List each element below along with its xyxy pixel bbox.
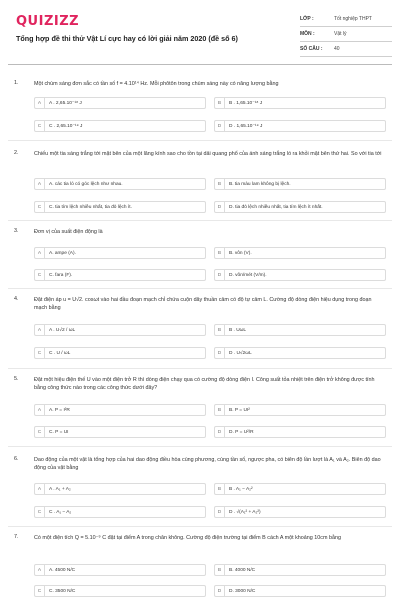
option-letter: C (35, 270, 45, 280)
option-d[interactable] (214, 585, 386, 597)
option-letter: B (215, 484, 225, 494)
option-letter: C (35, 121, 45, 131)
question-number: 6. (14, 456, 19, 462)
option-text: A. P = I²R (49, 407, 70, 413)
option-letter: A (35, 484, 45, 494)
option-letter: D (215, 507, 225, 517)
question-text: Đơn vị của suất điện động là (34, 229, 103, 235)
option-d[interactable] (214, 269, 386, 281)
option-text: C. P = UI (49, 429, 69, 435)
option-text: D . U√2ωL (229, 350, 252, 356)
option-letter: B (215, 565, 225, 575)
question-text: Một chùm sáng đơn sắc có tần số f = 4.10¹⁴ Hz. Mỗi phôtôn trong chùm sáng này có năng lượng bằng (34, 81, 279, 87)
option-text: B. 4000 N/C (229, 567, 256, 573)
question-number: 3. (14, 228, 19, 234)
option-b[interactable] (214, 564, 386, 576)
question-number: 1. (14, 80, 19, 86)
option-letter: C (35, 348, 45, 358)
question-number: 4. (14, 296, 19, 302)
option-d[interactable] (214, 201, 386, 213)
meta-value: 40 (334, 46, 340, 52)
meta-box (300, 12, 392, 57)
question-divider (8, 220, 392, 221)
question-number: 7. (14, 534, 19, 540)
question-text: Có một điện tích Q = 5.10⁻⁹ C đặt tại điểm A trong chân không. Cường độ điện trường tại điểm B cách A một khoảng 10cm bằng (34, 535, 341, 541)
option-text: B. P = UI² (229, 407, 250, 413)
option-letter: C (35, 507, 45, 517)
option-b[interactable] (214, 404, 386, 416)
option-d[interactable] (214, 506, 386, 518)
meta-label: LỚP : (300, 16, 314, 22)
question-divider (8, 368, 392, 369)
option-b[interactable] (214, 483, 386, 495)
option-letter: B (215, 405, 225, 415)
option-letter: A (35, 179, 45, 189)
question-text: Đặt một hiệu điện thế U vào một điện trở R thì dòng điện chạy qua có cường độ dòng điện I. Công suất tỏa nhiệt trên điện trở không được tính bằng công thức nào trong các công thức dưới đây? (34, 377, 375, 391)
question-number: 5. (14, 376, 19, 382)
option-text: B. tia màu lam không bị lệch. (229, 181, 291, 187)
option-text: A . A₁ + A₂ (49, 486, 71, 492)
question-divider (8, 446, 392, 447)
option-letter: C (35, 586, 45, 596)
option-text: C . A₁ − A₂ (49, 509, 72, 515)
option-letter: C (35, 202, 45, 212)
option-a[interactable] (34, 178, 206, 190)
option-letter: D (215, 121, 225, 131)
question-divider (8, 288, 392, 289)
option-b[interactable] (214, 97, 386, 109)
option-letter: D (215, 427, 225, 437)
question-divider (8, 526, 392, 527)
option-letter: A (35, 325, 45, 335)
page-title: Tổng hợp đề thi thử Vật Lí cực hay có lời giải năm 2020 (đề số 6) (16, 34, 238, 43)
option-a[interactable] (34, 247, 206, 259)
option-text: C . U / ωL (49, 350, 71, 356)
option-a[interactable] (34, 324, 206, 336)
option-c[interactable] (34, 585, 206, 597)
option-d[interactable] (214, 120, 386, 132)
option-text: D. P = U²/R (229, 429, 254, 435)
option-a[interactable] (34, 564, 206, 576)
option-b[interactable] (214, 324, 386, 336)
option-letter: A (35, 248, 45, 258)
option-text: B . UωL (229, 327, 247, 333)
option-text: C. tia tím lệch nhiều nhất, tia đỏ lệch ít. (49, 204, 132, 210)
meta-row-count (300, 42, 392, 57)
option-c[interactable] (34, 201, 206, 213)
option-a[interactable] (34, 97, 206, 109)
option-text: D. 3000 N/C (229, 588, 256, 594)
meta-label: MÔN : (300, 31, 315, 37)
quizizz-logo: QUIZIZZ (16, 14, 80, 29)
option-letter: C (35, 427, 45, 437)
option-letter: B (215, 179, 225, 189)
question-text: Dao động của một vật là tổng hợp của hai dao động điều hòa cùng phương, cùng tần số, ngược pha, có biên độ lần lượt là A₁ và A₂. Biên độ dao động của vật bằng (34, 457, 381, 471)
option-b[interactable] (214, 247, 386, 259)
question-number: 2. (14, 150, 19, 156)
option-text: D. vôn/mét (V/m). (229, 272, 267, 278)
option-text: D . 1,65.10⁻¹⁹ J (229, 123, 263, 129)
option-c[interactable] (34, 347, 206, 359)
option-text: B . 1,65.10⁻¹⁸ J (229, 100, 263, 106)
meta-row-class (300, 12, 392, 27)
option-letter: D (215, 270, 225, 280)
option-text: C. 3500 N/C (49, 588, 76, 594)
meta-value: Vật lý (334, 31, 347, 37)
option-a[interactable] (34, 483, 206, 495)
option-d[interactable] (214, 347, 386, 359)
option-d[interactable] (214, 426, 386, 438)
option-text: D. tia đỏ lệch nhiều nhất, tia tím lệch ít nhất. (229, 204, 323, 210)
option-letter: D (215, 202, 225, 212)
option-letter: A (35, 98, 45, 108)
option-a[interactable] (34, 404, 206, 416)
option-c[interactable] (34, 506, 206, 518)
option-c[interactable] (34, 426, 206, 438)
header-divider (8, 64, 392, 65)
option-c[interactable] (34, 269, 206, 281)
option-letter: B (215, 98, 225, 108)
meta-row-subject (300, 27, 392, 42)
meta-label: SỐ CÂU : (300, 46, 323, 52)
option-text: A. các tia ló có góc lệch như nhau. (49, 181, 123, 187)
option-text: C. fara (F). (49, 272, 73, 278)
option-b[interactable] (214, 178, 386, 190)
option-text: B . A₁ − A₂² (229, 486, 253, 492)
question-text: Đặt điện áp u = U√2. cosωt vào hai đầu đoạn mạch chỉ chứa cuộn dây thuần cảm có độ tự cảm L. Cường độ dòng điện hiệu dụng trong đoạn mạch bằng (34, 297, 372, 311)
option-text: C . 2,65.10⁻¹⁹ J (49, 123, 83, 129)
option-letter: A (35, 565, 45, 575)
question-text: Chiếu một tia sáng trắng tới mặt bên của một lăng kính sao cho tồn tại dải quang phổ của ánh sáng trắng ló ra khỏi mặt bên thứ hai. So với tia tới (34, 151, 382, 157)
option-text: A . 2,65.10⁻¹⁸ J (49, 100, 82, 106)
option-text: A. ampe (A). (49, 250, 76, 256)
option-letter: D (215, 348, 225, 358)
option-letter: A (35, 405, 45, 415)
option-c[interactable] (34, 120, 206, 132)
question-divider (8, 140, 392, 141)
option-text: A. 4500 N/C (49, 567, 76, 573)
option-text: A . U√2 / ωL (49, 327, 76, 333)
option-letter: B (215, 248, 225, 258)
option-text: D . √(A₁² + A₂²) (229, 509, 261, 515)
option-letter: D (215, 586, 225, 596)
option-text: B. vôn (V). (229, 250, 252, 256)
option-letter: B (215, 325, 225, 335)
meta-value: Tốt nghiệp THPT (334, 16, 372, 22)
